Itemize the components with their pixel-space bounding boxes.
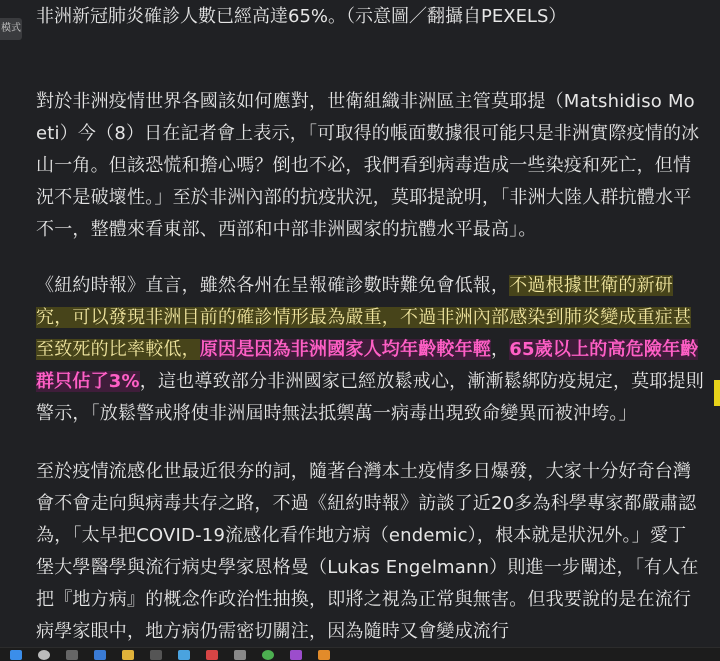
store-icon[interactable] [150, 650, 162, 660]
highlight-marker [714, 380, 720, 406]
p2-text: 《紐約時報》直言，雖然各州在呈報確診數時難免會低報， [36, 275, 510, 296]
chrome-icon[interactable] [262, 650, 274, 660]
highlight-pink-1: 原因是因為非洲國家人均年齡較年輕 [199, 339, 492, 360]
paragraph-3: 至於疫情流感化世最近很夯的詞，隨著台灣本土疫情多日爆發，大家十分好奇台灣會不會走向與病毒共存之路，不過《紐約時報》訪談了近20多為科學專家都嚴肅認為，「太早把COVID-19流感化看作地方病（endemic），根本就是狀況外。」愛丁堡大學醫學與流行病史學家恩格曼（Lukas Engelmann）則進一步闡述，「有人在把『地方病』的概念作政治性抽換，即將之視為正常與無害。但我要說的是在流行病學家眼中，地方病仍需密切關注，因為隨時又會變成流行 [36, 461, 699, 642]
app-icon[interactable] [318, 650, 330, 660]
paragraph-1: 對於非洲疫情世界各國該如何應對，世衛組織非洲區主管莫耶提（Matshidiso Moeti）今（8）日在記者會上表示，「可取得的帳面數據很可能只是非洲實際疫情的冰山一角。但該恐慌和擔心嗎？倒也不必，我們看到病毒造成一些染疫和死亡，但情況不是破壞性。」至於非洲內部的抗疫狀況，莫耶提說明，「非洲大陸人群抗體水平不一，整體來看東部、西部和中部非洲國家的抗體水平最高」。 [36, 91, 700, 240]
windows-icon[interactable] [10, 650, 22, 660]
p2-text-2: ，這也導致部分非洲國家已經放鬆戒心，漸漸鬆綁防疫規定，莫耶提則警示，「放鬆警戒將使非洲屆時無法抵禦萬一病毒出現致命變異而被沖垮。」 [36, 371, 704, 424]
p2-comma: ， [491, 339, 510, 360]
explorer-icon[interactable] [66, 650, 78, 660]
app-icon[interactable] [206, 650, 218, 660]
app-icon[interactable] [290, 650, 302, 660]
reading-mode-tab[interactable]: 模式 [0, 18, 22, 40]
mail-icon[interactable] [94, 650, 106, 660]
search-icon[interactable] [38, 650, 50, 660]
folder-icon[interactable] [122, 650, 134, 660]
app-icon[interactable] [178, 650, 190, 660]
app-icon[interactable] [234, 650, 246, 660]
highlight-pink-2: 65歲以上的高危險年齡群只佔了3% [36, 339, 699, 392]
highlight-yellow-1: 不過根據世衛的新研究，可以發現非洲目前的確診情形最為嚴重，不過非洲內部感染到肺炎變成重症甚至致死的比率較低， [36, 275, 692, 360]
taskbar [0, 647, 720, 661]
image-caption: 非洲新冠肺炎確診人數已經高達65%。（示意圖／翻攝自PEXELS） [36, 6, 567, 27]
article-body [36, 0, 704, 648]
paragraph-2 [36, 270, 704, 430]
